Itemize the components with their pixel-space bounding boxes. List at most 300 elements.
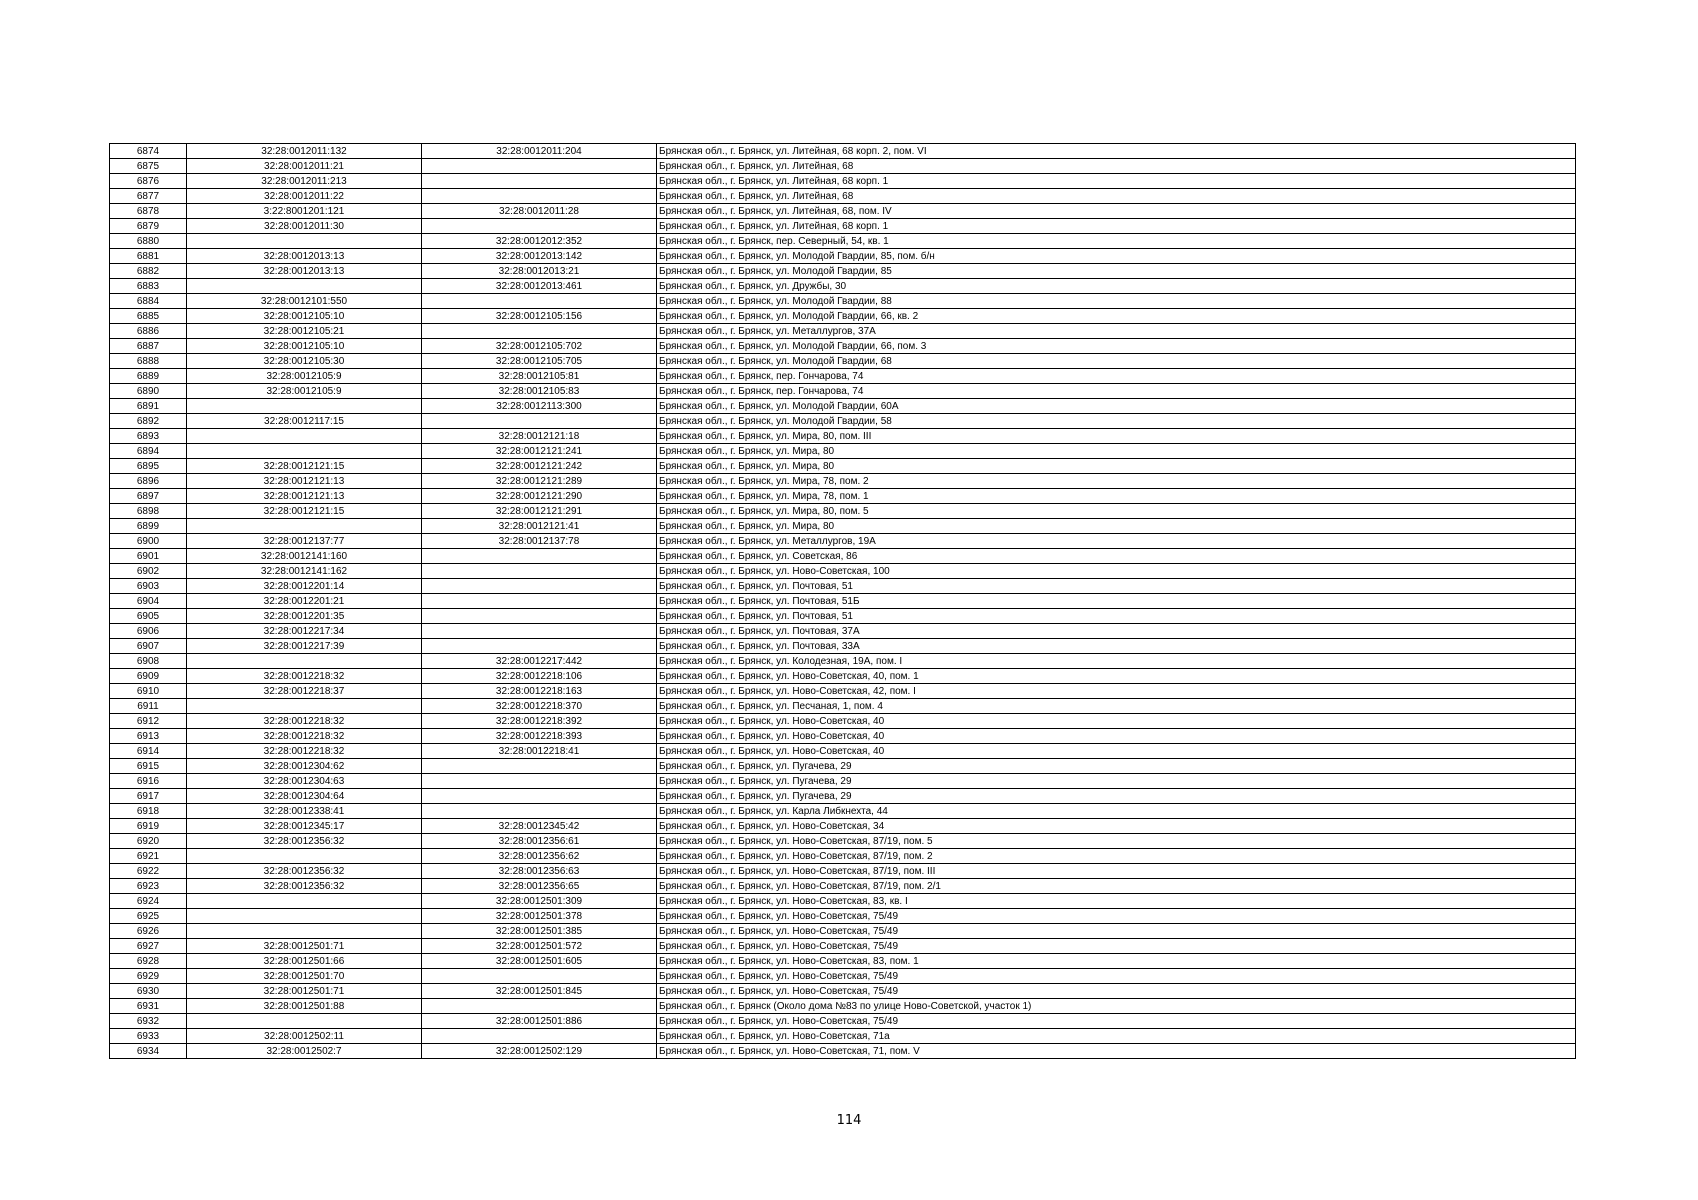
address-cell: Брянская обл., г. Брянск, ул. Ново-Советская, 75/49: [657, 969, 1576, 984]
row-number-cell: 6879: [110, 219, 187, 234]
address-cell: Брянская обл., г. Брянск, ул. Ново-Советская, 83, кв. I: [657, 894, 1576, 909]
row-number-cell: 6892: [110, 414, 187, 429]
row-number-cell: 6881: [110, 249, 187, 264]
related-cadastral-number-cell: [422, 789, 657, 804]
table-row: [110, 594, 1576, 609]
table-row: [110, 849, 1576, 864]
related-cadastral-number-cell: [422, 294, 657, 309]
address-cell: Брянская обл., г. Брянск, ул. Почтовая, 51Б: [657, 594, 1576, 609]
table-row: [110, 174, 1576, 189]
cadastral-number-cell: 32:28:0012121:13: [187, 474, 422, 489]
cadastral-number-cell: 32:28:0012105:30: [187, 354, 422, 369]
related-cadastral-number-cell: [422, 759, 657, 774]
related-cadastral-number-cell: 32:28:0012356:61: [422, 834, 657, 849]
related-cadastral-number-cell: 32:28:0012121:291: [422, 504, 657, 519]
row-number-cell: 6919: [110, 819, 187, 834]
address-cell: Брянская обл., г. Брянск, ул. Пугачева, 29: [657, 789, 1576, 804]
table-row: [110, 759, 1576, 774]
address-cell: Брянская обл., г. Брянск, пер. Гончарова, 74: [657, 369, 1576, 384]
address-cell: Брянская обл., г. Брянск, ул. Молодой Гвардии, 58: [657, 414, 1576, 429]
related-cadastral-number-cell: [422, 579, 657, 594]
address-cell: Брянская обл., г. Брянск, ул. Советская, 86: [657, 549, 1576, 564]
table-row: [110, 414, 1576, 429]
cadastral-number-cell: 32:28:0012105:9: [187, 384, 422, 399]
address-cell: Брянская обл., г. Брянск, ул. Дружбы, 30: [657, 279, 1576, 294]
related-cadastral-number-cell: 32:28:0012137:78: [422, 534, 657, 549]
row-number-cell: 6880: [110, 234, 187, 249]
cadastral-number-cell: 32:28:0012501:71: [187, 984, 422, 999]
related-cadastral-number-cell: 32:28:0012356:65: [422, 879, 657, 894]
table-row: [110, 294, 1576, 309]
related-cadastral-number-cell: 32:28:0012501:605: [422, 954, 657, 969]
cadastral-number-cell: [187, 519, 422, 534]
cadastral-number-cell: [187, 699, 422, 714]
row-number-cell: 6927: [110, 939, 187, 954]
related-cadastral-number-cell: 32:28:0012121:18: [422, 429, 657, 444]
row-number-cell: 6905: [110, 609, 187, 624]
table-row: [110, 984, 1576, 999]
related-cadastral-number-cell: 32:28:0012501:309: [422, 894, 657, 909]
related-cadastral-number-cell: 32:28:0012105:83: [422, 384, 657, 399]
address-cell: Брянская обл., г. Брянск, ул. Молодой Гвардии, 60А: [657, 399, 1576, 414]
row-number-cell: 6926: [110, 924, 187, 939]
table-row: [110, 684, 1576, 699]
cadastral-number-cell: [187, 849, 422, 864]
table-row: [110, 384, 1576, 399]
cadastral-number-cell: [187, 654, 422, 669]
address-cell: Брянская обл., г. Брянск, ул. Ново-Советская, 87/19, пом. 2: [657, 849, 1576, 864]
table-row: [110, 669, 1576, 684]
table-row: [110, 354, 1576, 369]
related-cadastral-number-cell: 32:28:0012218:393: [422, 729, 657, 744]
table-row: [110, 909, 1576, 924]
cadastral-number-cell: 32:28:0012011:22: [187, 189, 422, 204]
related-cadastral-number-cell: 32:28:0012013:21: [422, 264, 657, 279]
row-number-cell: 6887: [110, 339, 187, 354]
related-cadastral-number-cell: [422, 189, 657, 204]
related-cadastral-number-cell: 32:28:0012121:289: [422, 474, 657, 489]
table-row: [110, 639, 1576, 654]
related-cadastral-number-cell: 32:28:0012113:300: [422, 399, 657, 414]
cadastral-number-cell: 32:28:0012304:64: [187, 789, 422, 804]
related-cadastral-number-cell: [422, 774, 657, 789]
row-number-cell: 6890: [110, 384, 187, 399]
related-cadastral-number-cell: 32:28:0012013:461: [422, 279, 657, 294]
row-number-cell: 6895: [110, 459, 187, 474]
related-cadastral-number-cell: 32:28:0012011:204: [422, 144, 657, 159]
related-cadastral-number-cell: [422, 624, 657, 639]
related-cadastral-number-cell: 32:28:0012345:42: [422, 819, 657, 834]
related-cadastral-number-cell: [422, 1029, 657, 1044]
table-row: [110, 969, 1576, 984]
table-row: [110, 324, 1576, 339]
cadastral-number-cell: 32:28:0012137:77: [187, 534, 422, 549]
row-number-cell: 6893: [110, 429, 187, 444]
address-cell: Брянская обл., г. Брянск, пер. Северный, 54, кв. 1: [657, 234, 1576, 249]
row-number-cell: 6930: [110, 984, 187, 999]
cadastral-number-cell: 32:28:0012105:10: [187, 339, 422, 354]
row-number-cell: 6913: [110, 729, 187, 744]
address-cell: Брянская обл., г. Брянск, ул. Пугачева, 29: [657, 774, 1576, 789]
related-cadastral-number-cell: 32:28:0012013:142: [422, 249, 657, 264]
related-cadastral-number-cell: [422, 969, 657, 984]
table-row: [110, 249, 1576, 264]
address-cell: Брянская обл., г. Брянск, ул. Ново-Советская, 75/49: [657, 909, 1576, 924]
address-cell: Брянская обл., г. Брянск, ул. Ново-Советская, 87/19, пом. III: [657, 864, 1576, 879]
row-number-cell: 6891: [110, 399, 187, 414]
address-cell: Брянская обл., г. Брянск, ул. Мира, 80: [657, 519, 1576, 534]
address-cell: Брянская обл., г. Брянск, ул. Ново-Советская, 83, пом. 1: [657, 954, 1576, 969]
cadastral-number-cell: 32:28:0012121:15: [187, 459, 422, 474]
cadastral-number-cell: 32:28:0012013:13: [187, 264, 422, 279]
address-cell: Брянская обл., г. Брянск, ул. Ново-Советская, 75/49: [657, 1014, 1576, 1029]
table-row: [110, 954, 1576, 969]
address-cell: Брянская обл., г. Брянск, ул. Мира, 80: [657, 444, 1576, 459]
table-row: [110, 564, 1576, 579]
row-number-cell: 6876: [110, 174, 187, 189]
related-cadastral-number-cell: [422, 414, 657, 429]
row-number-cell: 6907: [110, 639, 187, 654]
cadastral-number-cell: 32:28:0012502:7: [187, 1044, 422, 1059]
table-body: [110, 144, 1576, 1059]
cadastral-number-cell: 32:28:0012217:39: [187, 639, 422, 654]
row-number-cell: 6898: [110, 504, 187, 519]
address-cell: Брянская обл., г. Брянск, ул. Металлургов, 37А: [657, 324, 1576, 339]
row-number-cell: 6904: [110, 594, 187, 609]
cadastral-number-cell: [187, 399, 422, 414]
address-cell: Брянская обл., г. Брянск, ул. Ново-Советская, 75/49: [657, 939, 1576, 954]
table-row: [110, 834, 1576, 849]
related-cadastral-number-cell: 32:28:0012105:705: [422, 354, 657, 369]
table-row: [110, 369, 1576, 384]
row-number-cell: 6915: [110, 759, 187, 774]
cadastral-number-cell: 32:28:0012501:66: [187, 954, 422, 969]
row-number-cell: 6925: [110, 909, 187, 924]
related-cadastral-number-cell: [422, 594, 657, 609]
address-cell: Брянская обл., г. Брянск, ул. Молодой Гвардии, 66, кв. 2: [657, 309, 1576, 324]
row-number-cell: 6906: [110, 624, 187, 639]
cadastral-number-cell: 32:28:0012218:32: [187, 714, 422, 729]
table-row: [110, 429, 1576, 444]
cadastral-number-cell: 32:28:0012011:21: [187, 159, 422, 174]
table-row: [110, 609, 1576, 624]
cadastral-number-cell: 32:28:0012218:32: [187, 744, 422, 759]
cadastral-number-cell: 32:28:0012218:32: [187, 729, 422, 744]
table-row: [110, 729, 1576, 744]
row-number-cell: 6920: [110, 834, 187, 849]
related-cadastral-number-cell: 32:28:0012121:290: [422, 489, 657, 504]
address-cell: Брянская обл., г. Брянск, ул. Ново-Советская, 40: [657, 744, 1576, 759]
row-number-cell: 6931: [110, 999, 187, 1014]
table-row: [110, 504, 1576, 519]
table-row: [110, 399, 1576, 414]
address-cell: Брянская обл., г. Брянск, ул. Ново-Советская, 87/19, пом. 5: [657, 834, 1576, 849]
row-number-cell: 6900: [110, 534, 187, 549]
cadastral-number-cell: [187, 234, 422, 249]
cadastral-number-cell: 32:28:0012501:70: [187, 969, 422, 984]
related-cadastral-number-cell: 32:28:0012501:886: [422, 1014, 657, 1029]
related-cadastral-number-cell: [422, 549, 657, 564]
table-row: [110, 999, 1576, 1014]
address-cell: Брянская обл., г. Брянск, ул. Мира, 78, пом. 2: [657, 474, 1576, 489]
address-cell: Брянская обл., г. Брянск, ул. Ново-Советская, 40, пом. 1: [657, 669, 1576, 684]
row-number-cell: 6923: [110, 879, 187, 894]
address-cell: Брянская обл., г. Брянск, ул. Литейная, 68, пом. IV: [657, 204, 1576, 219]
related-cadastral-number-cell: 32:28:0012121:41: [422, 519, 657, 534]
address-cell: Брянская обл., г. Брянск, ул. Ново-Советская, 42, пом. I: [657, 684, 1576, 699]
table-row: [110, 1044, 1576, 1059]
related-cadastral-number-cell: [422, 174, 657, 189]
cadastral-number-cell: 32:28:0012304:63: [187, 774, 422, 789]
table-row: [110, 789, 1576, 804]
row-number-cell: 6884: [110, 294, 187, 309]
row-number-cell: 6928: [110, 954, 187, 969]
row-number-cell: 6914: [110, 744, 187, 759]
cadastral-number-cell: 32:28:0012502:11: [187, 1029, 422, 1044]
row-number-cell: 6896: [110, 474, 187, 489]
cadastral-number-cell: [187, 1014, 422, 1029]
cadastral-number-cell: 3:22:8001201:121: [187, 204, 422, 219]
cadastral-number-cell: 32:28:0012501:88: [187, 999, 422, 1014]
address-cell: Брянская обл., г. Брянск, ул. Металлургов, 19А: [657, 534, 1576, 549]
related-cadastral-number-cell: [422, 999, 657, 1014]
related-cadastral-number-cell: 32:28:0012356:63: [422, 864, 657, 879]
address-cell: Брянская обл., г. Брянск (Около дома №83 по улице Ново-Советской, участок 1): [657, 999, 1576, 1014]
address-cell: Брянская обл., г. Брянск, ул. Мира, 80, пом. 5: [657, 504, 1576, 519]
row-number-cell: 6897: [110, 489, 187, 504]
row-number-cell: 6902: [110, 564, 187, 579]
related-cadastral-number-cell: [422, 159, 657, 174]
row-number-cell: 6934: [110, 1044, 187, 1059]
related-cadastral-number-cell: 32:28:0012217:442: [422, 654, 657, 669]
table-row: [110, 519, 1576, 534]
address-cell: Брянская обл., г. Брянск, ул. Ново-Советская, 75/49: [657, 984, 1576, 999]
related-cadastral-number-cell: 32:28:0012105:156: [422, 309, 657, 324]
related-cadastral-number-cell: 32:28:0012218:106: [422, 669, 657, 684]
cadastral-number-cell: 32:28:0012218:32: [187, 669, 422, 684]
cadastral-number-cell: 32:28:0012011:132: [187, 144, 422, 159]
table-row: [110, 924, 1576, 939]
related-cadastral-number-cell: 32:28:0012121:242: [422, 459, 657, 474]
related-cadastral-number-cell: 32:28:0012121:241: [422, 444, 657, 459]
row-number-cell: 6916: [110, 774, 187, 789]
address-cell: Брянская обл., г. Брянск, ул. Молодой Гвардии, 85, пом. б/н: [657, 249, 1576, 264]
related-cadastral-number-cell: 32:28:0012501:378: [422, 909, 657, 924]
address-cell: Брянская обл., г. Брянск, ул. Литейная, 68: [657, 159, 1576, 174]
address-cell: Брянская обл., г. Брянск, ул. Ново-Советская, 40: [657, 714, 1576, 729]
cadastral-number-cell: 32:28:0012356:32: [187, 864, 422, 879]
address-cell: Брянская обл., г. Брянск, ул. Почтовая, 51: [657, 579, 1576, 594]
table-row: [110, 309, 1576, 324]
cadastral-number-cell: 32:28:0012011:213: [187, 174, 422, 189]
row-number-cell: 6894: [110, 444, 187, 459]
row-number-cell: 6901: [110, 549, 187, 564]
row-number-cell: 6933: [110, 1029, 187, 1044]
table-row: [110, 714, 1576, 729]
address-cell: Брянская обл., г. Брянск, ул. Мира, 78, пом. 1: [657, 489, 1576, 504]
row-number-cell: 6886: [110, 324, 187, 339]
table-row: [110, 234, 1576, 249]
related-cadastral-number-cell: 32:28:0012011:28: [422, 204, 657, 219]
cadastral-number-cell: 32:28:0012121:15: [187, 504, 422, 519]
cadastral-number-cell: 32:28:0012141:162: [187, 564, 422, 579]
related-cadastral-number-cell: [422, 219, 657, 234]
cadastral-number-cell: 32:28:0012121:13: [187, 489, 422, 504]
cadastral-number-cell: 32:28:0012201:14: [187, 579, 422, 594]
related-cadastral-number-cell: 32:28:0012105:81: [422, 369, 657, 384]
address-cell: Брянская обл., г. Брянск, ул. Молодой Гвардии, 68: [657, 354, 1576, 369]
table-row: [110, 654, 1576, 669]
table-row: [110, 489, 1576, 504]
table-row: [110, 864, 1576, 879]
address-cell: Брянская обл., г. Брянск, пер. Гончарова, 74: [657, 384, 1576, 399]
cadastral-number-cell: 32:28:0012011:30: [187, 219, 422, 234]
related-cadastral-number-cell: 32:28:0012218:392: [422, 714, 657, 729]
address-cell: Брянская обл., г. Брянск, ул. Ново-Советская, 34: [657, 819, 1576, 834]
related-cadastral-number-cell: [422, 564, 657, 579]
row-number-cell: 6929: [110, 969, 187, 984]
address-cell: Брянская обл., г. Брянск, ул. Молодой Гвардии, 88: [657, 294, 1576, 309]
row-number-cell: 6922: [110, 864, 187, 879]
row-number-cell: 6932: [110, 1014, 187, 1029]
row-number-cell: 6910: [110, 684, 187, 699]
cadastral-number-cell: 32:28:0012141:160: [187, 549, 422, 564]
related-cadastral-number-cell: [422, 324, 657, 339]
cadastral-number-cell: 32:28:0012356:32: [187, 834, 422, 849]
address-cell: Брянская обл., г. Брянск, ул. Почтовая, 51: [657, 609, 1576, 624]
address-cell: Брянская обл., г. Брянск, ул. Ново-Советская, 87/19, пом. 2/1: [657, 879, 1576, 894]
table-row: [110, 624, 1576, 639]
table-row: [110, 339, 1576, 354]
address-cell: Брянская обл., г. Брянск, ул. Пугачева, 29: [657, 759, 1576, 774]
cadastral-number-cell: 32:28:0012105:9: [187, 369, 422, 384]
row-number-cell: 6918: [110, 804, 187, 819]
row-number-cell: 6912: [110, 714, 187, 729]
cadastral-number-cell: 32:28:0012217:34: [187, 624, 422, 639]
row-number-cell: 6924: [110, 894, 187, 909]
address-cell: Брянская обл., г. Брянск, ул. Почтовая, 33А: [657, 639, 1576, 654]
cadastral-number-cell: 32:28:0012105:21: [187, 324, 422, 339]
related-cadastral-number-cell: 32:28:0012356:62: [422, 849, 657, 864]
related-cadastral-number-cell: 32:28:0012012:352: [422, 234, 657, 249]
table-row: [110, 264, 1576, 279]
cadastral-number-cell: 32:28:0012201:21: [187, 594, 422, 609]
row-number-cell: 6874: [110, 144, 187, 159]
row-number-cell: 6877: [110, 189, 187, 204]
row-number-cell: 6889: [110, 369, 187, 384]
table-row: [110, 579, 1576, 594]
address-cell: Брянская обл., г. Брянск, ул. Мира, 80: [657, 459, 1576, 474]
address-cell: Брянская обл., г. Брянск, ул. Ново-Советская, 71, пом. V: [657, 1044, 1576, 1059]
address-cell: Брянская обл., г. Брянск, ул. Литейная, 68 корп. 2, пом. VI: [657, 144, 1576, 159]
row-number-cell: 6903: [110, 579, 187, 594]
table-row: [110, 204, 1576, 219]
related-cadastral-number-cell: 32:28:0012218:370: [422, 699, 657, 714]
cadastral-number-cell: 32:28:0012338:41: [187, 804, 422, 819]
address-cell: Брянская обл., г. Брянск, ул. Карла Либкнехта, 44: [657, 804, 1576, 819]
table-row: [110, 144, 1576, 159]
cadastral-number-cell: [187, 444, 422, 459]
table-row: [110, 534, 1576, 549]
row-number-cell: 6883: [110, 279, 187, 294]
cadastral-number-cell: [187, 279, 422, 294]
cadastral-number-cell: [187, 429, 422, 444]
address-cell: Брянская обл., г. Брянск, ул. Молодой Гвардии, 66, пом. 3: [657, 339, 1576, 354]
cadastral-number-cell: [187, 924, 422, 939]
row-number-cell: 6882: [110, 264, 187, 279]
address-cell: Брянская обл., г. Брянск, ул. Ново-Советская, 100: [657, 564, 1576, 579]
table-row: [110, 459, 1576, 474]
address-cell: Брянская обл., г. Брянск, ул. Колодезная, 19А, пом. I: [657, 654, 1576, 669]
data-table: [109, 143, 1576, 1059]
address-cell: Брянская обл., г. Брянск, ул. Литейная, 68: [657, 189, 1576, 204]
cadastral-number-cell: 32:28:0012117:15: [187, 414, 422, 429]
table-row: [110, 894, 1576, 909]
cadastral-number-cell: 32:28:0012501:71: [187, 939, 422, 954]
table-row: [110, 1014, 1576, 1029]
address-cell: Брянская обл., г. Брянск, ул. Молодой Гвардии, 85: [657, 264, 1576, 279]
related-cadastral-number-cell: 32:28:0012218:41: [422, 744, 657, 759]
related-cadastral-number-cell: 32:28:0012501:845: [422, 984, 657, 999]
table-row: [110, 189, 1576, 204]
row-number-cell: 6885: [110, 309, 187, 324]
cadastral-number-cell: 32:28:0012201:35: [187, 609, 422, 624]
related-cadastral-number-cell: 32:28:0012218:163: [422, 684, 657, 699]
table-row: [110, 1029, 1576, 1044]
related-cadastral-number-cell: 32:28:0012105:702: [422, 339, 657, 354]
row-number-cell: 6911: [110, 699, 187, 714]
address-cell: Брянская обл., г. Брянск, ул. Ново-Советская, 71а: [657, 1029, 1576, 1044]
cadastral-number-cell: 32:28:0012356:32: [187, 879, 422, 894]
table-row: [110, 819, 1576, 834]
table-row: [110, 444, 1576, 459]
table-row: [110, 744, 1576, 759]
table-row: [110, 699, 1576, 714]
cadastral-number-cell: 32:28:0012218:37: [187, 684, 422, 699]
address-cell: Брянская обл., г. Брянск, ул. Литейная, 68 корп. 1: [657, 174, 1576, 189]
table-row: [110, 774, 1576, 789]
address-cell: Брянская обл., г. Брянск, ул. Ново-Советская, 75/49: [657, 924, 1576, 939]
table-row: [110, 474, 1576, 489]
related-cadastral-number-cell: [422, 609, 657, 624]
cadastral-number-cell: 32:28:0012101:550: [187, 294, 422, 309]
table-row: [110, 159, 1576, 174]
page-number: 114: [836, 1113, 862, 1128]
address-cell: Брянская обл., г. Брянск, ул. Ново-Советская, 40: [657, 729, 1576, 744]
related-cadastral-number-cell: 32:28:0012501:572: [422, 939, 657, 954]
table-row: [110, 549, 1576, 564]
table-row: [110, 804, 1576, 819]
related-cadastral-number-cell: 32:28:0012501:385: [422, 924, 657, 939]
cadastral-number-cell: 32:28:0012345:17: [187, 819, 422, 834]
cadastral-number-cell: 32:28:0012304:62: [187, 759, 422, 774]
address-cell: Брянская обл., г. Брянск, ул. Литейная, 68 корп. 1: [657, 219, 1576, 234]
address-cell: Брянская обл., г. Брянск, ул. Песчаная, 1, пом. 4: [657, 699, 1576, 714]
row-number-cell: 6888: [110, 354, 187, 369]
related-cadastral-number-cell: [422, 804, 657, 819]
table-row: [110, 879, 1576, 894]
row-number-cell: 6875: [110, 159, 187, 174]
related-cadastral-number-cell: 32:28:0012502:129: [422, 1044, 657, 1059]
cadastral-number-cell: 32:28:0012105:10: [187, 309, 422, 324]
table-row: [110, 279, 1576, 294]
table-row: [110, 939, 1576, 954]
cadastral-number-cell: [187, 909, 422, 924]
table-row: [110, 219, 1576, 234]
row-number-cell: 6908: [110, 654, 187, 669]
cadastral-number-cell: 32:28:0012013:13: [187, 249, 422, 264]
row-number-cell: 6917: [110, 789, 187, 804]
